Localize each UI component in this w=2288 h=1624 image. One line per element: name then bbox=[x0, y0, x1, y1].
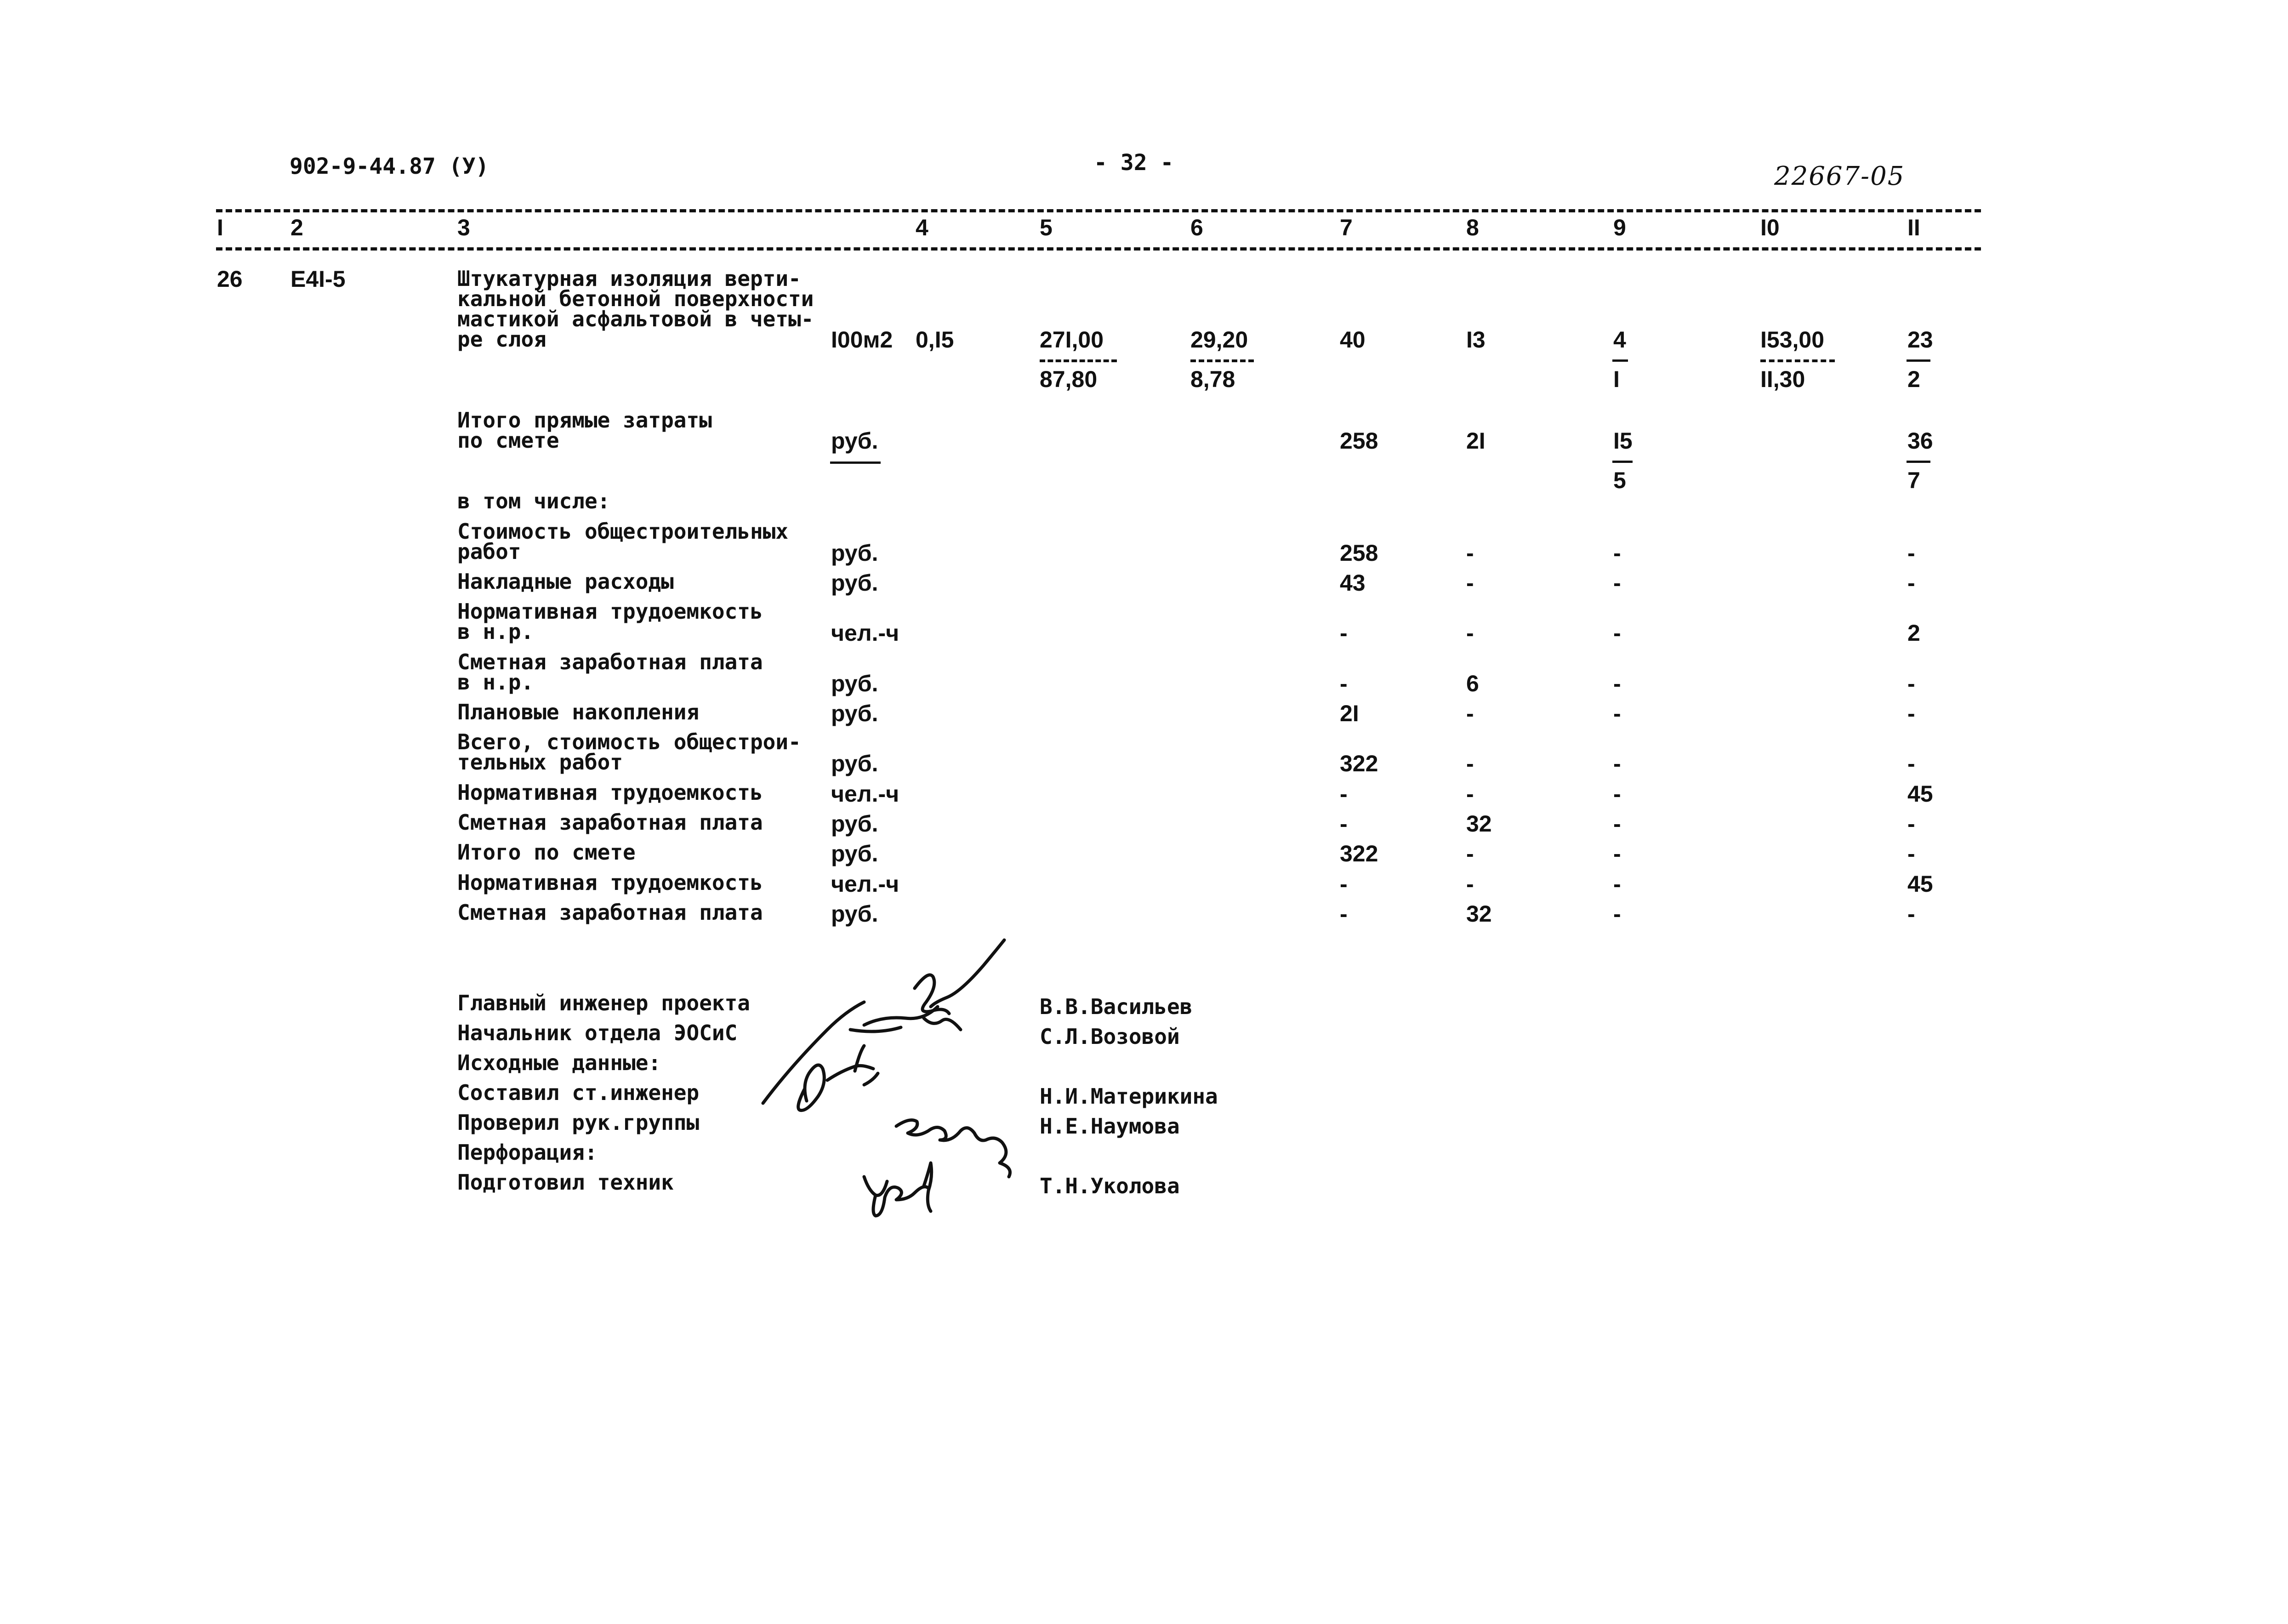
row-code: Е4I-5 bbox=[290, 266, 346, 292]
breakdown-col8: 32 bbox=[1466, 901, 1492, 927]
totals-label-line: Итого прямые затраты bbox=[457, 408, 712, 433]
signatory-name: С.Л.Возовой bbox=[1040, 1024, 1180, 1049]
totals-label-line: по смете bbox=[457, 428, 559, 453]
breakdown-col9: - bbox=[1613, 901, 1621, 927]
breakdown-col9: - bbox=[1613, 841, 1621, 866]
signature-role: Главный инженер проекта bbox=[457, 991, 750, 1015]
breakdown-col9: - bbox=[1613, 620, 1621, 646]
breakdown-unit: руб. bbox=[831, 701, 878, 726]
breakdown-col8: 32 bbox=[1466, 811, 1492, 837]
breakdown-col11: - bbox=[1907, 671, 1915, 696]
row-quantity: 0,I5 bbox=[916, 327, 954, 353]
signatory-name: Н.И.Материкина bbox=[1040, 1084, 1218, 1109]
breakdown-col9: - bbox=[1613, 570, 1621, 596]
column-header: 8 bbox=[1466, 215, 1479, 240]
breakdown-col7: 322 bbox=[1340, 751, 1378, 776]
breakdown-col8: - bbox=[1466, 751, 1474, 776]
breakdown-col11: 45 bbox=[1907, 781, 1933, 807]
signature-role: Проверил рук.группы bbox=[457, 1110, 700, 1135]
col5-value: 27I,00 bbox=[1040, 327, 1104, 353]
breakdown-col7: 258 bbox=[1340, 540, 1378, 566]
col10-value: I53,00 bbox=[1760, 327, 1825, 353]
breakdown-unit: руб. bbox=[831, 841, 878, 866]
breakdown-unit: руб. bbox=[831, 540, 878, 566]
column-header: 2 bbox=[290, 215, 303, 240]
breakdown-label: работ bbox=[457, 539, 521, 564]
breakdown-col11: - bbox=[1907, 701, 1915, 726]
row-unit: I00м2 bbox=[831, 327, 893, 353]
column-header: I bbox=[217, 215, 223, 240]
document-code: 902-9-44.87 (У) bbox=[290, 154, 489, 179]
breakdown-col9: - bbox=[1613, 871, 1621, 897]
breakdown-label: Нормативная трудоемкость bbox=[457, 780, 763, 805]
col7-value: 40 bbox=[1340, 327, 1366, 353]
page-number: - 32 - bbox=[1094, 150, 1174, 176]
column-header: 3 bbox=[457, 215, 470, 240]
signature-role: Начальник отдела ЭОСиС bbox=[457, 1020, 738, 1045]
col6-value-secondary: 8,78 bbox=[1190, 366, 1235, 392]
breakdown-col9: - bbox=[1613, 781, 1621, 807]
breakdown-label: Всего, стоимость общестрои- bbox=[457, 729, 801, 754]
breakdown-label: Сметная заработная плата bbox=[457, 810, 763, 835]
breakdown-col8: - bbox=[1466, 620, 1474, 646]
fraction-rule bbox=[1612, 461, 1633, 463]
col9-value: 4 bbox=[1613, 327, 1626, 353]
breakdown-unit: руб. bbox=[831, 751, 878, 776]
breakdown-unit: чел.-ч bbox=[831, 781, 899, 807]
row-description-line: кальной бетонной поверхности bbox=[457, 286, 814, 311]
column-header: 4 bbox=[916, 215, 928, 240]
fraction-rule bbox=[1190, 359, 1254, 362]
breakdown-label: Стоимость общестроительных bbox=[457, 519, 789, 544]
column-header: 5 bbox=[1040, 215, 1053, 240]
breakdown-col8: - bbox=[1466, 701, 1474, 726]
breakdown-col11: - bbox=[1907, 570, 1915, 596]
breakdown-unit: чел.-ч bbox=[831, 620, 899, 646]
breakdown-unit: чел.-ч bbox=[831, 871, 899, 897]
totals-col9: I5 bbox=[1613, 428, 1633, 454]
breakdown-col7: 322 bbox=[1340, 841, 1378, 866]
breakdown-unit: руб. bbox=[831, 570, 878, 596]
column-header: 7 bbox=[1340, 215, 1353, 240]
breakdown-label: тельных работ bbox=[457, 750, 623, 775]
breakdown-label: Плановые накопления bbox=[457, 700, 700, 724]
breakdown-col9: - bbox=[1613, 751, 1621, 776]
breakdown-col9: - bbox=[1613, 540, 1621, 566]
signatory-name: В.В.Васильев bbox=[1040, 994, 1193, 1019]
breakdown-col7: 2I bbox=[1340, 701, 1359, 726]
breakdown-unit: руб. bbox=[831, 811, 878, 837]
breakdown-col11: 45 bbox=[1907, 871, 1933, 897]
header-top-rule bbox=[216, 209, 1981, 212]
col8-value: I3 bbox=[1466, 327, 1485, 353]
signature-role: Подготовил техник bbox=[457, 1170, 674, 1195]
breakdown-col11: 2 bbox=[1907, 620, 1920, 646]
breakdown-unit: руб. bbox=[831, 901, 878, 927]
row-description-line: ре слоя bbox=[457, 327, 546, 352]
column-header: 9 bbox=[1613, 215, 1626, 240]
breakdown-label: Сметная заработная плата bbox=[457, 650, 763, 674]
breakdown-col8: - bbox=[1466, 781, 1474, 807]
totals-col9-secondary: 5 bbox=[1613, 467, 1626, 493]
col9-value-secondary: I bbox=[1613, 366, 1620, 392]
breakdown-col11: - bbox=[1907, 751, 1915, 776]
column-header: II bbox=[1907, 215, 1920, 240]
breakdown-label: Нормативная трудоемкость bbox=[457, 599, 763, 624]
breakdown-label: Накладные расходы bbox=[457, 569, 674, 594]
col5-value-secondary: 87,80 bbox=[1040, 366, 1098, 392]
breakdown-label: в н.р. bbox=[457, 619, 534, 644]
col11-value-secondary: 2 bbox=[1907, 366, 1920, 392]
breakdown-label: Сметная заработная плата bbox=[457, 900, 763, 925]
column-header: I0 bbox=[1760, 215, 1780, 240]
fraction-rule bbox=[1612, 359, 1628, 362]
breakdown-label: в н.р. bbox=[457, 670, 534, 695]
breakdown-col7: - bbox=[1340, 781, 1348, 807]
handwritten-reference: 22667-05 bbox=[1774, 161, 1905, 191]
breakdown-col11: - bbox=[1907, 841, 1915, 866]
col6-value: 29,20 bbox=[1190, 327, 1248, 353]
signatory-name: Н.Е.Наумова bbox=[1040, 1114, 1180, 1139]
breakdown-col7: - bbox=[1340, 671, 1348, 696]
col10-value-secondary: II,30 bbox=[1760, 366, 1805, 392]
totals-unit: руб. bbox=[831, 428, 878, 454]
breakdown-col7: 43 bbox=[1340, 570, 1366, 596]
fraction-rule bbox=[1760, 359, 1835, 362]
breakdown-label: Итого по смете bbox=[457, 840, 636, 865]
including-label: в том числе: bbox=[457, 489, 610, 513]
breakdown-col7: - bbox=[1340, 871, 1348, 897]
breakdown-col7: - bbox=[1340, 901, 1348, 927]
breakdown-col9: - bbox=[1613, 811, 1621, 837]
fraction-rule bbox=[1907, 461, 1930, 463]
breakdown-col9: - bbox=[1613, 671, 1621, 696]
col11-value: 23 bbox=[1907, 327, 1933, 353]
signatory-name: Т.Н.Уколова bbox=[1040, 1174, 1180, 1198]
breakdown-col8: - bbox=[1466, 871, 1474, 897]
signature-role: Исходные данные: bbox=[457, 1050, 661, 1075]
breakdown-col7: - bbox=[1340, 620, 1348, 646]
breakdown-col11: - bbox=[1907, 901, 1915, 927]
unit-underline bbox=[830, 462, 881, 464]
breakdown-label: Нормативная трудоемкость bbox=[457, 870, 763, 895]
totals-col7: 258 bbox=[1340, 428, 1378, 454]
breakdown-col11: - bbox=[1907, 811, 1915, 837]
breakdown-col8: 6 bbox=[1466, 671, 1479, 696]
breakdown-col9: - bbox=[1613, 701, 1621, 726]
signature-role: Составил ст.инженер bbox=[457, 1080, 700, 1105]
totals-col11-secondary: 7 bbox=[1907, 467, 1920, 493]
fraction-rule bbox=[1040, 359, 1117, 362]
breakdown-unit: руб. bbox=[831, 671, 878, 696]
totals-col11: 36 bbox=[1907, 428, 1933, 454]
breakdown-col11: - bbox=[1907, 540, 1915, 566]
row-number: 26 bbox=[217, 266, 243, 292]
breakdown-col8: - bbox=[1466, 841, 1474, 866]
totals-col8: 2I bbox=[1466, 428, 1485, 454]
header-bottom-rule bbox=[216, 247, 1981, 251]
column-header: 6 bbox=[1190, 215, 1203, 240]
row-description-line: Штукатурная изоляция верти- bbox=[457, 266, 801, 291]
breakdown-col8: - bbox=[1466, 540, 1474, 566]
row-description-line: мастикой асфальтовой в четы- bbox=[457, 307, 814, 331]
breakdown-col7: - bbox=[1340, 811, 1348, 837]
breakdown-col8: - bbox=[1466, 570, 1474, 596]
signature-role: Перфорация: bbox=[457, 1140, 598, 1165]
fraction-rule bbox=[1907, 359, 1930, 362]
